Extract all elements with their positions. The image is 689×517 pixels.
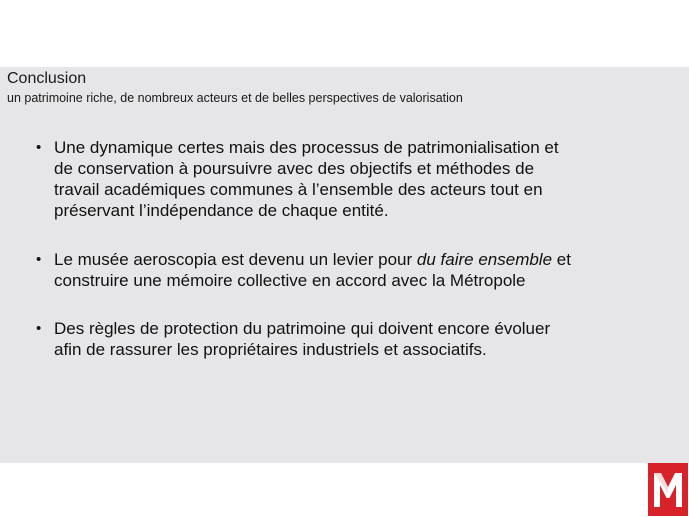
bullet-item — [36, 249, 656, 291]
bullet-text: et — [552, 250, 571, 269]
bullet-text-line: préservant l’indépendance de chaque entité. — [54, 201, 389, 220]
content-panel — [0, 67, 689, 463]
bullet-text-line — [54, 249, 656, 270]
bullet-text-line: de conservation à poursuivre avec des objectifs et méthodes de — [54, 159, 535, 178]
bullet-text: Le musée aeroscopia est devenu un levier pour — [54, 250, 417, 269]
bullet-list — [36, 137, 656, 360]
bullet-icon: • — [36, 320, 42, 337]
bullet-text-emphasis: du faire ensemble — [416, 250, 553, 269]
bullet-text-line: travail académiques communes à l’ensemble des acteurs tout en — [54, 180, 543, 199]
bullet-icon: • — [36, 139, 42, 156]
bullet-text-line: Des règles de protection du patrimoine qui doivent encore évoluer — [54, 319, 551, 338]
m-logo-svg — [648, 463, 688, 516]
bullet-icon: • — [36, 251, 42, 268]
metropole-m-logo-icon — [648, 463, 688, 516]
bullet-text-line: Une dynamique certes mais des processus de patrimonialisation et — [54, 138, 559, 157]
bullet-item — [36, 318, 656, 360]
bullet-text-line: construire une mémoire collective en accord avec la Métropole — [54, 271, 526, 290]
bullet-text-line: afin de rassurer les propriétaires industriels et associatifs. — [54, 340, 487, 359]
slide-subtitle: un patrimoine riche, de nombreux acteurs et de belles perspectives de valorisation — [7, 91, 463, 105]
bullet-item — [36, 137, 656, 221]
slide-title: Conclusion — [7, 70, 87, 87]
